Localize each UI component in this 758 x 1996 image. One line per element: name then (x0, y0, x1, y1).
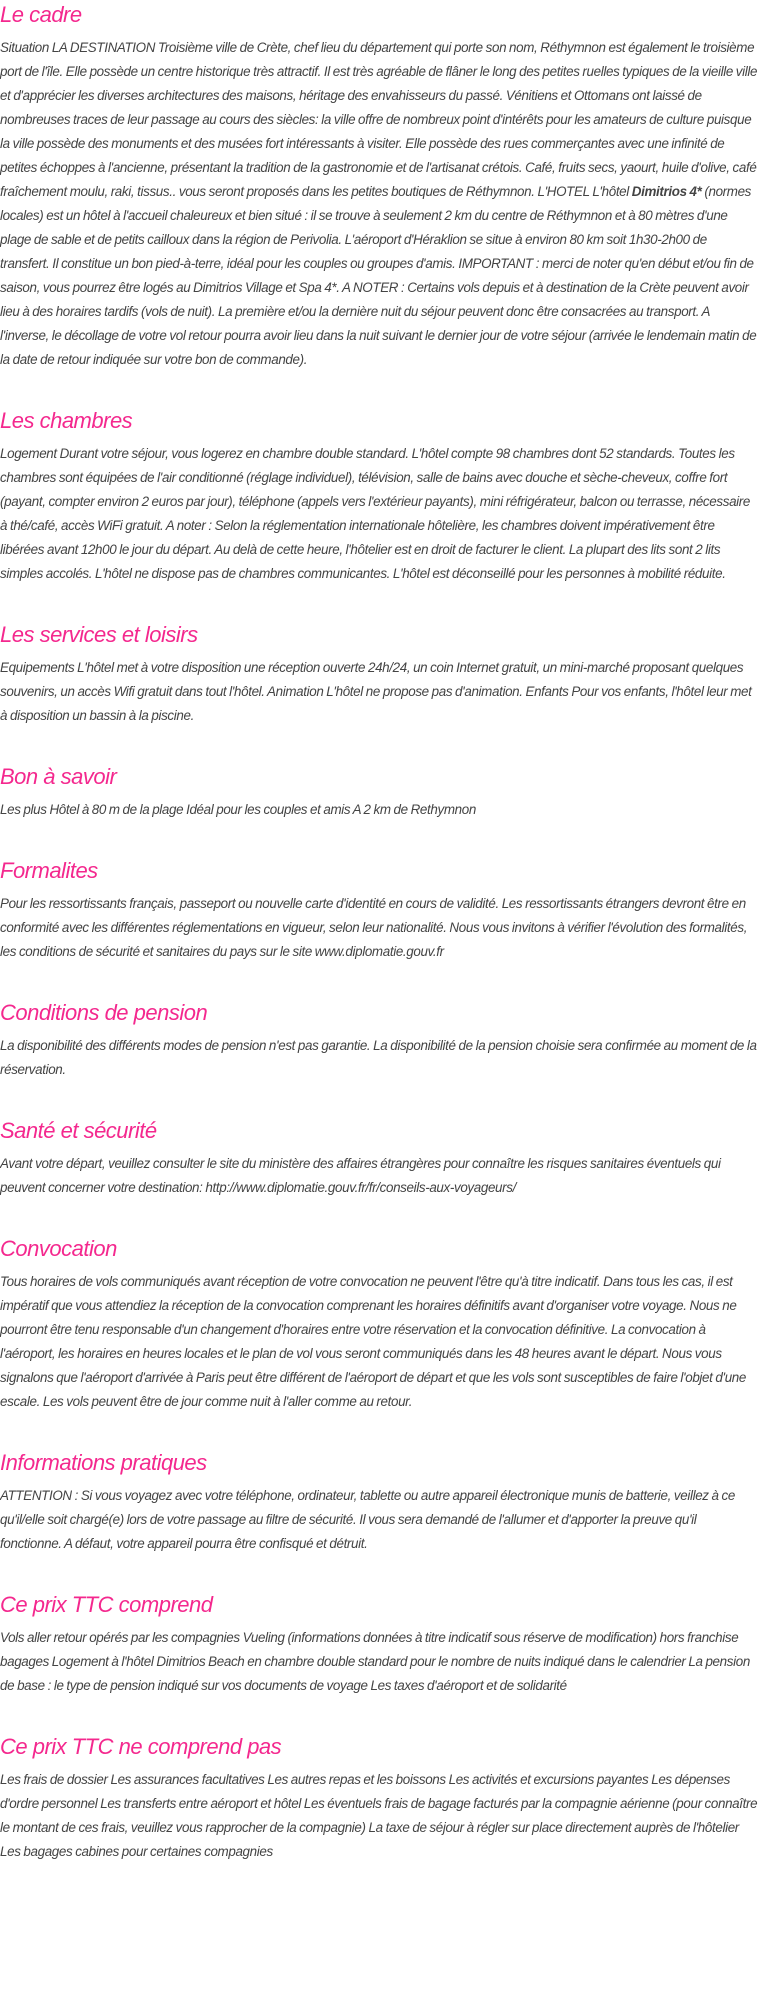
section-text-part: (normes locales) est un hôtel à l'accueil chaleureux et bien situé : il se trouve à seulement 2 km du centre de Réthymnon et à 80 mètres d'une plage de sable et de petits cailloux dans la région de Perivolia. L'aéroport d'Héraklion se situe à environ 80 km soit 1h30-2h00 de transfert. Il constitue un bon pied-à-terre, idéal pour les couples ou groupes d'amis. IMPORTANT : merci de noter qu'en début et/ou fin de saison, vous pourrez être logés au Dimitrios Village et Spa 4*. A NOTER : Certains vols depuis et à destination de la Crète peuvent avoir lieu à des horaires tardifs (vols de nuit). La première et/ou la dernière nuit du séjour peuvent donc être consacrées au transport. A l'inverse, le décollage de votre vol retour pourra avoir lieu dans la nuit suivant le dernier jour de votre séjour (arrivée le lendemain matin de la date de retour indiquée sur votre bon de commande). (0, 184, 757, 367)
section-title: Les services et loisirs (0, 622, 198, 647)
section-title: Convocation (0, 1236, 117, 1261)
hotel-name-bold: Dimitrios 4* (631, 184, 702, 199)
section-informations-pratiques (0, 1448, 758, 1556)
section-text: La disponibilité des différents modes de pension n'est pas garantie. La disponibilité de la pension choisie sera confirmée au moment de la réservation. (0, 1038, 757, 1077)
section-title: Bon à savoir (0, 764, 117, 789)
section-title: Ce prix TTC ne comprend pas (0, 1734, 282, 1759)
section-prix-comprend (0, 1590, 758, 1698)
section-text-part: Situation LA DESTINATION Troisième ville de Crète, chef lieu du département qui porte son nom, Réthymnon est également le troisième port de l'île. Elle possède un centre historique très attractif. Il est très agréable de flâner le long des petites ruelles typiques de la vieille ville et d'apprécier les diverses architectures des maisons, héritage des envahisseurs du passé. Vénitiens et Ottomans ont laissé de nombreuses traces de leur passage au cours des siècles: la ville offre de nombreux point d'intérêts pour les amateurs de culture puisque la ville possède des monuments et des musées fort intéressants à visiter. Elle possède des rues commerçantes avec une infinité de petites échoppes à l'ancienne, présentant la tradition de la gastronomie et de l'artisanat crétois. Café, fruits secs, yaourt, huile d'olive, café fraîchement moulu, raki, tissus.. vous seront proposés dans les petites boutiques de Réthymnon. L'HOTEL L'hôtel (0, 40, 758, 199)
section-formalites (0, 856, 758, 964)
section-prix-ne-comprend-pas (0, 1732, 758, 1864)
section-title: Les chambres (0, 408, 133, 433)
section-bon-a-savoir (0, 762, 758, 822)
section-text (0, 36, 758, 372)
section-text: ATTENTION : Si vous voyagez avec votre téléphone, ordinateur, tablette ou autre appareil électronique munis de batterie, veillez à ce qu'il/elle soit chargé(e) lors de votre passage au filtre de sécurité. Il vous sera demandé de l'allumer et d'apporter la preuve qu'il fonctionne. A défaut, votre appareil pourra être confisqué et détruit. (0, 1488, 735, 1551)
section-title: Formalites (0, 858, 98, 883)
section-text: Tous horaires de vols communiqués avant réception de votre convocation ne peuvent l'être qu'à titre indicatif. Dans tous les cas, il est impératif que vous attendiez la réception de la convocation comprenant les horaires définitifs avant d'organiser votre voyage. Nous ne pourront être tenu responsable d'un changement d'horaires entre votre réservation et la convocation définitive. La convocation à l'aéroport, les horaires en heures locales et le plan de vol vous seront communiqués dans les 48 heures avant le départ. Nous vous signalons que l'aéroport d'arrivée à Paris peut être différent de l'aéroport de départ et que les vols sont susceptibles de faire l'objet d'une escale. Les vols peuvent être de jour comme nuit à l'aller comme au retour. (0, 1274, 746, 1409)
section-text: Avant votre départ, veuillez consulter le site du ministère des affaires étrangères pour connaître les risques sanitaires éventuels qui peuvent concerner votre destination: http://www.diplomatie.gouv.fr/fr/conseils-aux-voyageurs/ (0, 1156, 721, 1195)
section-le-cadre (0, 0, 758, 372)
section-text: Les plus Hôtel à 80 m de la plage Idéal pour les couples et amis A 2 km de Rethymnon (0, 802, 476, 817)
section-conditions-pension (0, 998, 758, 1082)
section-text: Vols aller retour opérés par les compagnies Vueling (informations données à titre indicatif sous réserve de modification) hors franchise bagages Logement à l'hôtel Dimitrios Beach en chambre double standard pour le nombre de nuits indiqué dans le calendrier La pension de base : le type de pension indiqué sur vos documents de voyage Les taxes d'aéroport et de solidarité (0, 1630, 750, 1693)
section-title: Le cadre (0, 2, 82, 27)
section-text: Equipements L'hôtel met à votre disposition une réception ouverte 24h/24, un coin Internet gratuit, un mini-marché proposant quelques souvenirs, un accès Wifi gratuit dans tout l'hôtel. Animation L'hôtel ne propose pas d'animation. Enfants Pour vos enfants, l'hôtel leur met à disposition un bassin à la piscine. (0, 660, 752, 723)
section-title: Informations pratiques (0, 1450, 207, 1475)
section-title: Ce prix TTC comprend (0, 1592, 213, 1617)
section-services-loisirs (0, 620, 758, 728)
section-title: Santé et sécurité (0, 1118, 157, 1143)
section-text: Pour les ressortissants français, passeport ou nouvelle carte d'identité en cours de validité. Les ressortissants étrangers devront être en conformité avec les différentes réglementations en vigueur, selon leur nationalité. Nous vous invitons à vérifier l'évolution des formalités, les conditions de sécurité et sanitaires du pays sur le site www.diplomatie.gouv.fr (0, 896, 748, 959)
section-title: Conditions de pension (0, 1000, 208, 1025)
section-text: Les frais de dossier Les assurances facultatives Les autres repas et les boissons Les activités et excursions payantes Les dépenses d'ordre personnel Les transferts entre aéroport et hôtel Les éventuels frais de bagage facturés par la compagnie aérienne (pour connaître le montant de ces frais, veuillez vous rapprocher de la compagnie) La taxe de séjour à régler sur place directement auprès de l'hôtelier Les bagages cabines pour certaines compagnies (0, 1772, 758, 1859)
section-convocation (0, 1234, 758, 1414)
section-les-chambres (0, 406, 758, 586)
section-text: Logement Durant votre séjour, vous logerez en chambre double standard. L'hôtel compte 98 chambres dont 52 standards. Toutes les chambres sont équipées de l'air conditionné (réglage individuel), télévision, salle de bains avec douche et sèche-cheveux, coffre fort (payant, compter environ 2 euros par jour), téléphone (appels vers l'extérieur payants), mini réfrigérateur, balcon ou terrasse, nécessaire à thé/café, accès WiFi gratuit. A noter : Selon la réglementation internationale hôtelière, les chambres doivent impérativement être libérées avant 12h00 le jour du départ. Au delà de cette heure, l'hôtelier est en droit de facturer le client. La plupart des lits sont 2 lits simples accolés. L'hôtel ne dispose pas de chambres communicantes. L'hôtel est déconseillé pour les personnes à mobilité réduite. (0, 446, 750, 581)
section-sante-securite (0, 1116, 758, 1200)
